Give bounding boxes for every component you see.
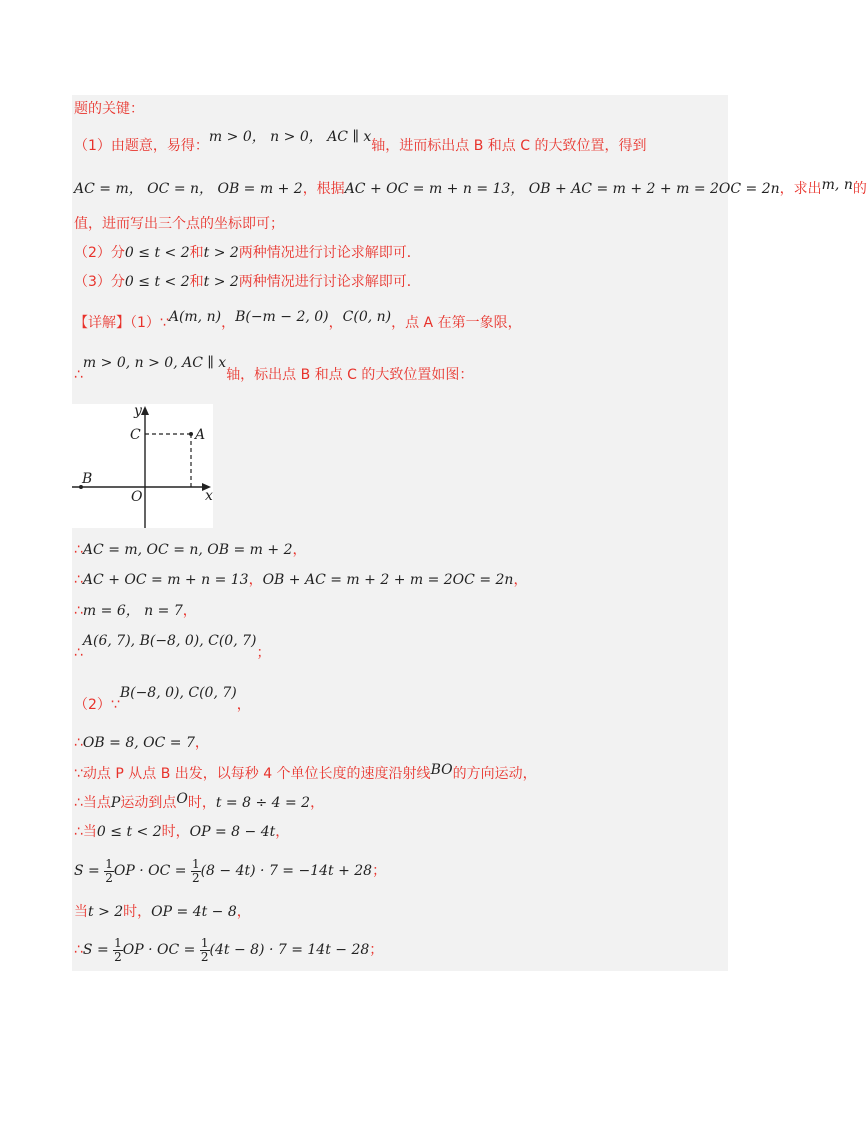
detail-line-coordinates: ∴A(6, 7), B(−8, 0), C(0, 7)； [74,633,271,661]
intro-line: 题的关键： [74,101,144,117]
point-a [189,432,193,436]
x-label: x [205,488,213,504]
detail-line-solution: ∴m = 6， n = 7， [74,603,197,619]
fraction-half: $\frac{1}{2}$ [191,856,200,885]
detail-motion-line: ∵动点 P 从点 B 出发，以每秒 4 个单位长度的速度沿射线BO的方向运动， [74,762,537,782]
label-o: O [131,489,143,505]
detail-part2-lengths: ∴OB = 8, OC = 7， [74,735,209,751]
detail-part2-line: （2）∵B(−8, 0), C(0, 7)， [74,685,251,713]
fraction-half: $\frac{1}{2}$ [105,856,113,885]
part2-analysis-line: （2）分0 ≤ t < 2和t > 2两种情况进行讨论求解即可． [74,245,421,261]
label-a: A [195,427,206,443]
detail-case2-line: 当t > 2时，OP = 4t − 8， [74,904,251,920]
detail-case2-area: ∴S = $\frac{1}{2}$ OP · OC = $\frac{1}{2}$ (4t − 8) · 7 = 14t − 28； [74,935,384,964]
detail-case1-line: ∴当0 ≤ t < 2时，OP = 8 − 4t， [74,824,290,840]
part1-analysis-line-3: 值，进而写出三个点的坐标即可； [74,216,284,232]
detail-line-lengths: ∴AC = m, OC = n, OB = m + 2， [74,542,307,558]
fraction-half: $\frac{1}{2}$ [114,935,122,964]
part3-analysis-line: （3）分0 ≤ t < 2和t > 2两种情况进行讨论求解即可． [74,274,421,290]
detail-time-line: ∴当点P运动到点O时，t = 8 ÷ 4 = 2， [74,791,325,811]
coordinate-diagram [72,404,213,528]
y-axis-arrow [141,406,149,415]
label-b: B [82,471,93,487]
detail-line-equations: ∴AC + OC = m + n = 13，OB + AC = m + 2 + m = 2OC = 2n， [74,572,528,588]
detail-part1-line: 【详解】（1）∵A(m, n)，B(−m − 2, 0)，C(0, n)，点 A 在第一象限， [74,309,522,331]
part1-analysis-line-2: AC = m， OC = n， OB = m + 2，根据AC + OC = m + n = 13， OB + AC = m + 2 + m = 2OC = 2n，求出m, n的 [74,177,867,197]
fraction-half: $\frac{1}{2}$ [200,935,209,964]
detail-part1-line-2: ∴m > 0, n > 0, AC ∥ x轴，标出点 B 和点 C 的大致位置如图： [74,355,474,383]
part1-analysis-line: （1）由题意，易得：m > 0， n > 0， AC ∥ x轴，进而标出点 B 和点 C 的大致位置，得到 [74,129,647,154]
y-label: y [134,403,142,419]
coordinate-figure [72,404,213,528]
detail-case1-area: S = $\frac{1}{2}$ OP · OC = $\frac{1}{2}$ (8 − 4t) · 7 = −14t + 28； [74,856,387,885]
label-c: C [130,427,141,443]
